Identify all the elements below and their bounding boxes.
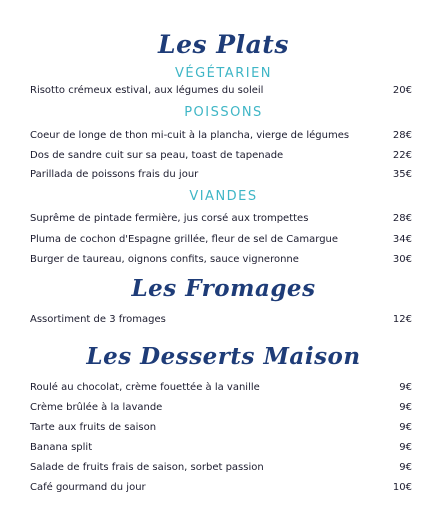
menu-item xyxy=(30,421,412,435)
item-name: Dos de sandre cuit sur sa peau, toast de tapenade xyxy=(30,150,284,161)
item-price: 12€ xyxy=(392,314,412,325)
item-price: 35€ xyxy=(392,169,412,180)
item-price: 9€ xyxy=(399,402,412,413)
item-price: 28€ xyxy=(392,130,412,141)
item-price: 9€ xyxy=(399,442,412,453)
section-title-fromages: Les Fromages xyxy=(131,275,316,302)
item-price: 22€ xyxy=(392,150,412,161)
menu-item xyxy=(30,129,412,143)
item-name: Risotto crémeux estival, aux légumes du soleil xyxy=(30,85,264,96)
menu-item xyxy=(30,313,412,327)
menu-item xyxy=(30,401,412,415)
item-name: Salade de fruits frais de saison, sorbet passion xyxy=(30,462,264,473)
item-name: Roulé au chocolat, crème fouettée à la vanille xyxy=(30,382,260,393)
item-name: Parillada de poissons frais du jour xyxy=(30,169,199,180)
menu-item xyxy=(30,381,412,395)
subheading-viandes: VIANDES xyxy=(189,189,258,204)
item-name: Assortiment de 3 fromages xyxy=(30,314,166,325)
menu-item xyxy=(30,253,412,267)
menu-item xyxy=(30,84,412,98)
section-title-desserts: Les Desserts Maison xyxy=(86,343,361,370)
item-name: Pluma de cochon d'Espagne grillée, fleur de sel de Camargue xyxy=(30,234,339,245)
item-name: Banana split xyxy=(30,442,93,453)
item-price: 30€ xyxy=(392,254,412,265)
item-name: Coeur de longe de thon mi-cuit à la plancha, vierge de légumes xyxy=(30,130,350,141)
menu-item xyxy=(30,233,412,247)
item-price: 20€ xyxy=(392,85,412,96)
item-price: 9€ xyxy=(399,462,412,473)
menu-item xyxy=(30,481,412,495)
section-title-plats: Les Plats xyxy=(158,30,289,59)
subheading-poissons: POISSONS xyxy=(184,105,263,120)
menu-item xyxy=(30,461,412,475)
item-name: Suprême de pintade fermière, jus corsé aux trompettes xyxy=(30,213,309,224)
menu-item xyxy=(30,441,412,455)
menu-item xyxy=(30,212,412,226)
menu-item xyxy=(30,149,412,163)
item-price: 10€ xyxy=(392,482,412,493)
item-price: 9€ xyxy=(399,422,412,433)
item-name: Burger de taureau, oignons confits, sauce vigneronne xyxy=(30,254,299,265)
item-price: 9€ xyxy=(399,382,412,393)
item-name: Café gourmand du jour xyxy=(30,482,146,493)
menu-item xyxy=(30,168,412,182)
item-price: 28€ xyxy=(392,213,412,224)
subheading-vegetarien: VÉGÉTARIEN xyxy=(174,66,273,81)
item-name: Crème brûlée à la lavande xyxy=(30,402,163,413)
item-price: 34€ xyxy=(392,234,412,245)
item-name: Tarte aux fruits de saison xyxy=(30,422,157,433)
